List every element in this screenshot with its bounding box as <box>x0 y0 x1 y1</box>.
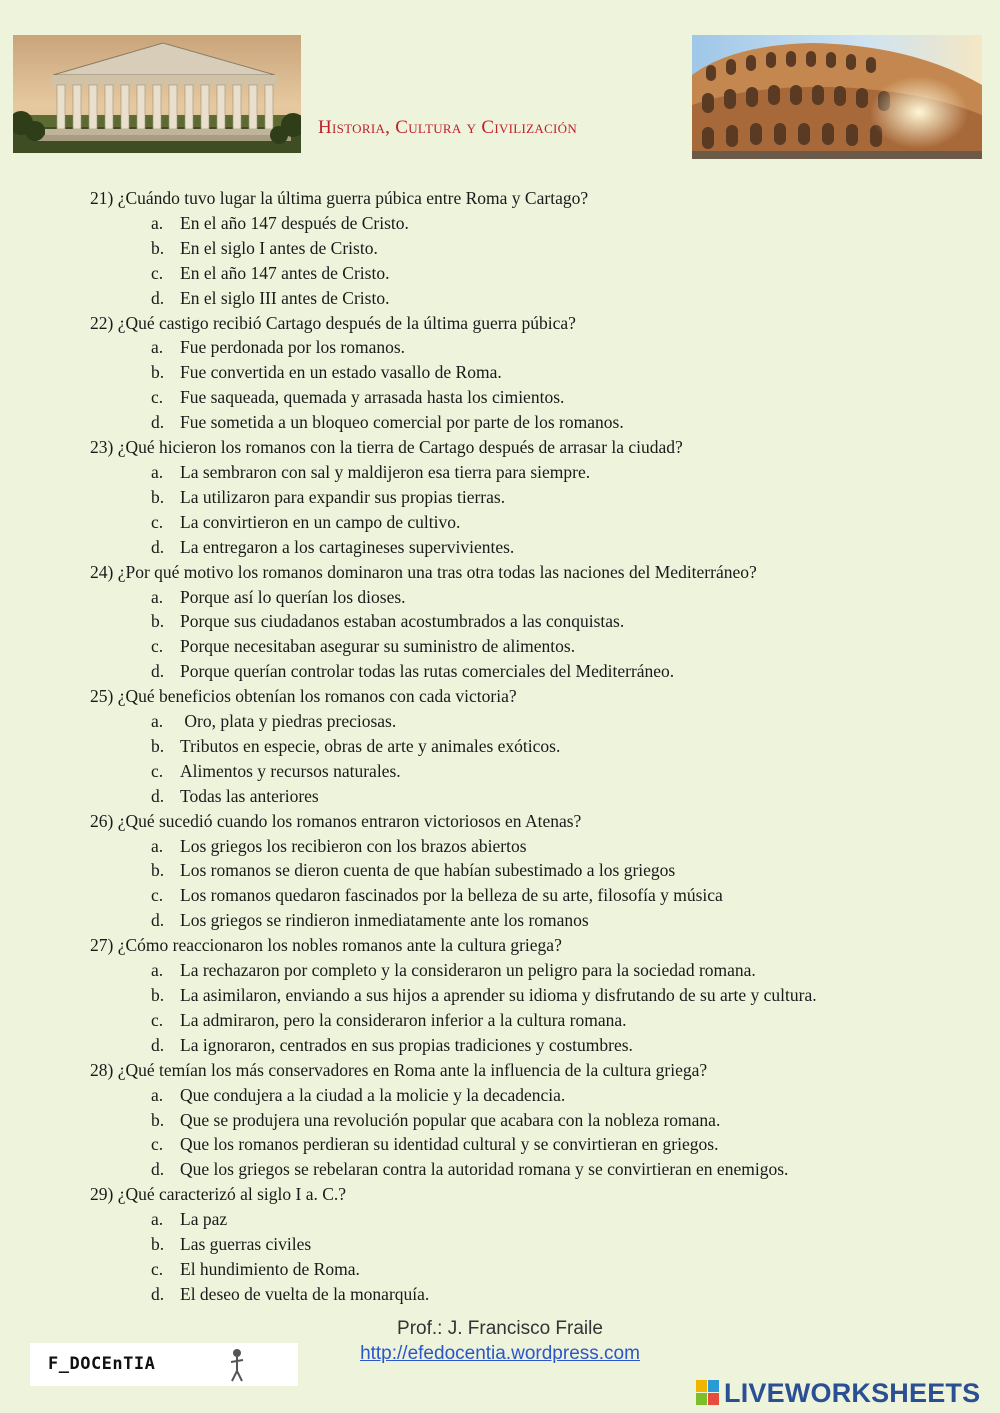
answer-option[interactable]: d. Todas las anteriores <box>151 785 319 806</box>
question-text: ¿Qué sucedió cuando los romanos entraron victoriosos en Atenas? <box>117 810 582 831</box>
answer-option[interactable]: a. Los griegos los recibieron con los brazos abiertos <box>151 835 527 856</box>
answer-option[interactable]: a. La sembraron con sal y maldijeron esa tierra para siempre. <box>151 461 591 482</box>
question-number: 27) <box>90 935 114 956</box>
liveworksheets-badge[interactable] <box>696 1378 996 1408</box>
answer-option[interactable]: d. En el siglo III antes de Cristo. <box>151 287 390 308</box>
answer-option[interactable]: c. En el año 147 antes de Cristo. <box>151 262 390 283</box>
page-title: Historia, Cultura y Civilización <box>318 117 578 138</box>
answer-option[interactable]: b. La utilizaron para expandir sus propias tierras. <box>151 486 506 507</box>
answer-option[interactable]: c. Los romanos quedaron fascinados por la belleza de su arte, filosofía y música <box>151 885 723 906</box>
answer-option[interactable]: a. La rechazaron por completo y la consideraron un peligro para la sociedad romana. <box>151 960 756 981</box>
answer-option[interactable]: b. La asimilaron, enviando a sus hijos a aprender su idioma y disfrutando de su arte y cultura. <box>151 985 817 1005</box>
answer-option[interactable]: d. La ignoraron, centrados en sus propias tradiciones y costumbres. <box>151 1034 633 1055</box>
question-28 <box>90 1058 970 1183</box>
answer-option[interactable]: a. La paz <box>151 1209 228 1230</box>
f-docentia-logo <box>30 1343 298 1386</box>
answer-option[interactable]: d. Fue sometida a un bloqueo comercial por parte de los romanos. <box>151 412 624 433</box>
question-number: 26) <box>90 810 114 831</box>
question-text: ¿Qué temían los más conservadores en Roma ante la influencia de la cultura griega? <box>117 1059 708 1080</box>
author-credit: Prof.: J. Francisco Fraile <box>397 1318 603 1339</box>
liveworksheets-logo-icon <box>696 1380 720 1406</box>
question-21 <box>90 186 970 311</box>
answer-option[interactable]: c. Porque necesitaban asegurar su suministro de alimentos. <box>151 636 576 657</box>
question-number: 21) <box>90 188 114 208</box>
question-text: ¿Qué hicieron los romanos con la tierra de Cartago después de arrasar la ciudad? <box>117 437 683 458</box>
answer-option[interactable]: c. El hundimiento de Roma. <box>151 1258 360 1279</box>
answer-option[interactable]: d. Que los griegos se rebelaran contra la autoridad romana y se convirtieran en enemigos. <box>151 1159 789 1180</box>
question-number: 25) <box>90 686 114 707</box>
answer-option[interactable]: a. Fue perdonada por los romanos. <box>151 337 406 358</box>
answer-option[interactable]: d. La entregaron a los cartagineses supervivientes. <box>151 536 515 557</box>
answer-option[interactable]: a. Oro, plata y piedras preciosas. <box>151 711 397 732</box>
answer-option[interactable]: a. Porque así lo querían los dioses. <box>151 586 406 607</box>
liveworksheets-text: LIVEWORKSHEETS <box>724 1378 981 1408</box>
question-25 <box>90 684 970 809</box>
question-text: ¿Qué beneficios obtenían los romanos con cada victoria? <box>117 686 517 707</box>
question-number: 24) <box>90 561 114 582</box>
question-text: ¿Qué castigo recibió Cartago después de la última guerra púbica? <box>117 312 576 333</box>
answer-option[interactable]: b. Tributos en especie, obras de arte y animales exóticos. <box>151 735 561 756</box>
question-text: ¿Cuándo tuvo lugar la última guerra púbica entre Roma y Cartago? <box>117 188 589 208</box>
question-26 <box>90 809 970 934</box>
question-number: 28) <box>90 1059 114 1080</box>
figure-icon <box>226 1347 248 1383</box>
answer-option[interactable]: b. En el siglo I antes de Cristo. <box>151 237 378 258</box>
answer-option[interactable]: b. Porque sus ciudadanos estaban acostumbrados a las conquistas. <box>151 611 625 632</box>
answer-option[interactable]: a. Que condujera a la ciudad a la molicie y la decadencia. <box>151 1084 566 1105</box>
question-text: ¿Cómo reaccionaron los nobles romanos ante la cultura griega? <box>117 935 562 956</box>
question-number: 23) <box>90 437 114 458</box>
question-27 <box>90 933 970 1058</box>
answer-option[interactable]: c. Fue saqueada, quemada y arrasada hasta los cimientos. <box>151 387 565 408</box>
question-list <box>90 186 970 1307</box>
answer-option[interactable]: b. Los romanos se dieron cuenta de que habían subestimado a los griegos <box>151 860 676 881</box>
blog-link[interactable]: http://efedocentia.wordpress.com <box>360 1343 640 1364</box>
answer-option[interactable]: c. Que los romanos perdieran su identidad cultural y se convirtieran en griegos. <box>151 1134 719 1155</box>
answer-option[interactable]: b. Que se produjera una revolución popular que acabara con la nobleza romana. <box>151 1109 721 1130</box>
answer-option[interactable]: d. El deseo de vuelta de la monarquía. <box>151 1283 430 1304</box>
greek-temple-image <box>13 35 301 153</box>
answer-option[interactable]: c. Alimentos y recursos naturales. <box>151 760 401 781</box>
question-24 <box>90 560 970 685</box>
answer-option[interactable]: a. En el año 147 después de Cristo. <box>151 212 409 233</box>
question-29 <box>90 1182 970 1307</box>
answer-option[interactable]: b. Las guerras civiles <box>151 1234 312 1255</box>
answer-option[interactable]: d. Los griegos se rindieron inmediatamente ante los romanos <box>151 910 589 931</box>
answer-option[interactable]: c. La admiraron, pero la consideraron inferior a la cultura romana. <box>151 1009 627 1030</box>
logo-text: F_DOCEnTIA <box>48 1354 156 1374</box>
answer-option[interactable]: d. Porque querían controlar todas las rutas comerciales del Mediterráneo. <box>151 661 675 682</box>
colosseum-image <box>692 35 982 159</box>
question-number: 29) <box>90 1184 114 1205</box>
question-22 <box>90 311 970 436</box>
question-text: ¿Por qué motivo los romanos dominaron una tras otra todas las naciones del Mediterráneo? <box>117 561 757 582</box>
answer-option[interactable]: b. Fue convertida en un estado vasallo de Roma. <box>151 362 502 383</box>
question-number: 22) <box>90 312 114 333</box>
question-text: ¿Qué caracterizó al siglo I a. C.? <box>117 1184 347 1205</box>
answer-option[interactable]: c. La convirtieron en un campo de cultivo. <box>151 511 461 532</box>
question-23 <box>90 435 970 560</box>
